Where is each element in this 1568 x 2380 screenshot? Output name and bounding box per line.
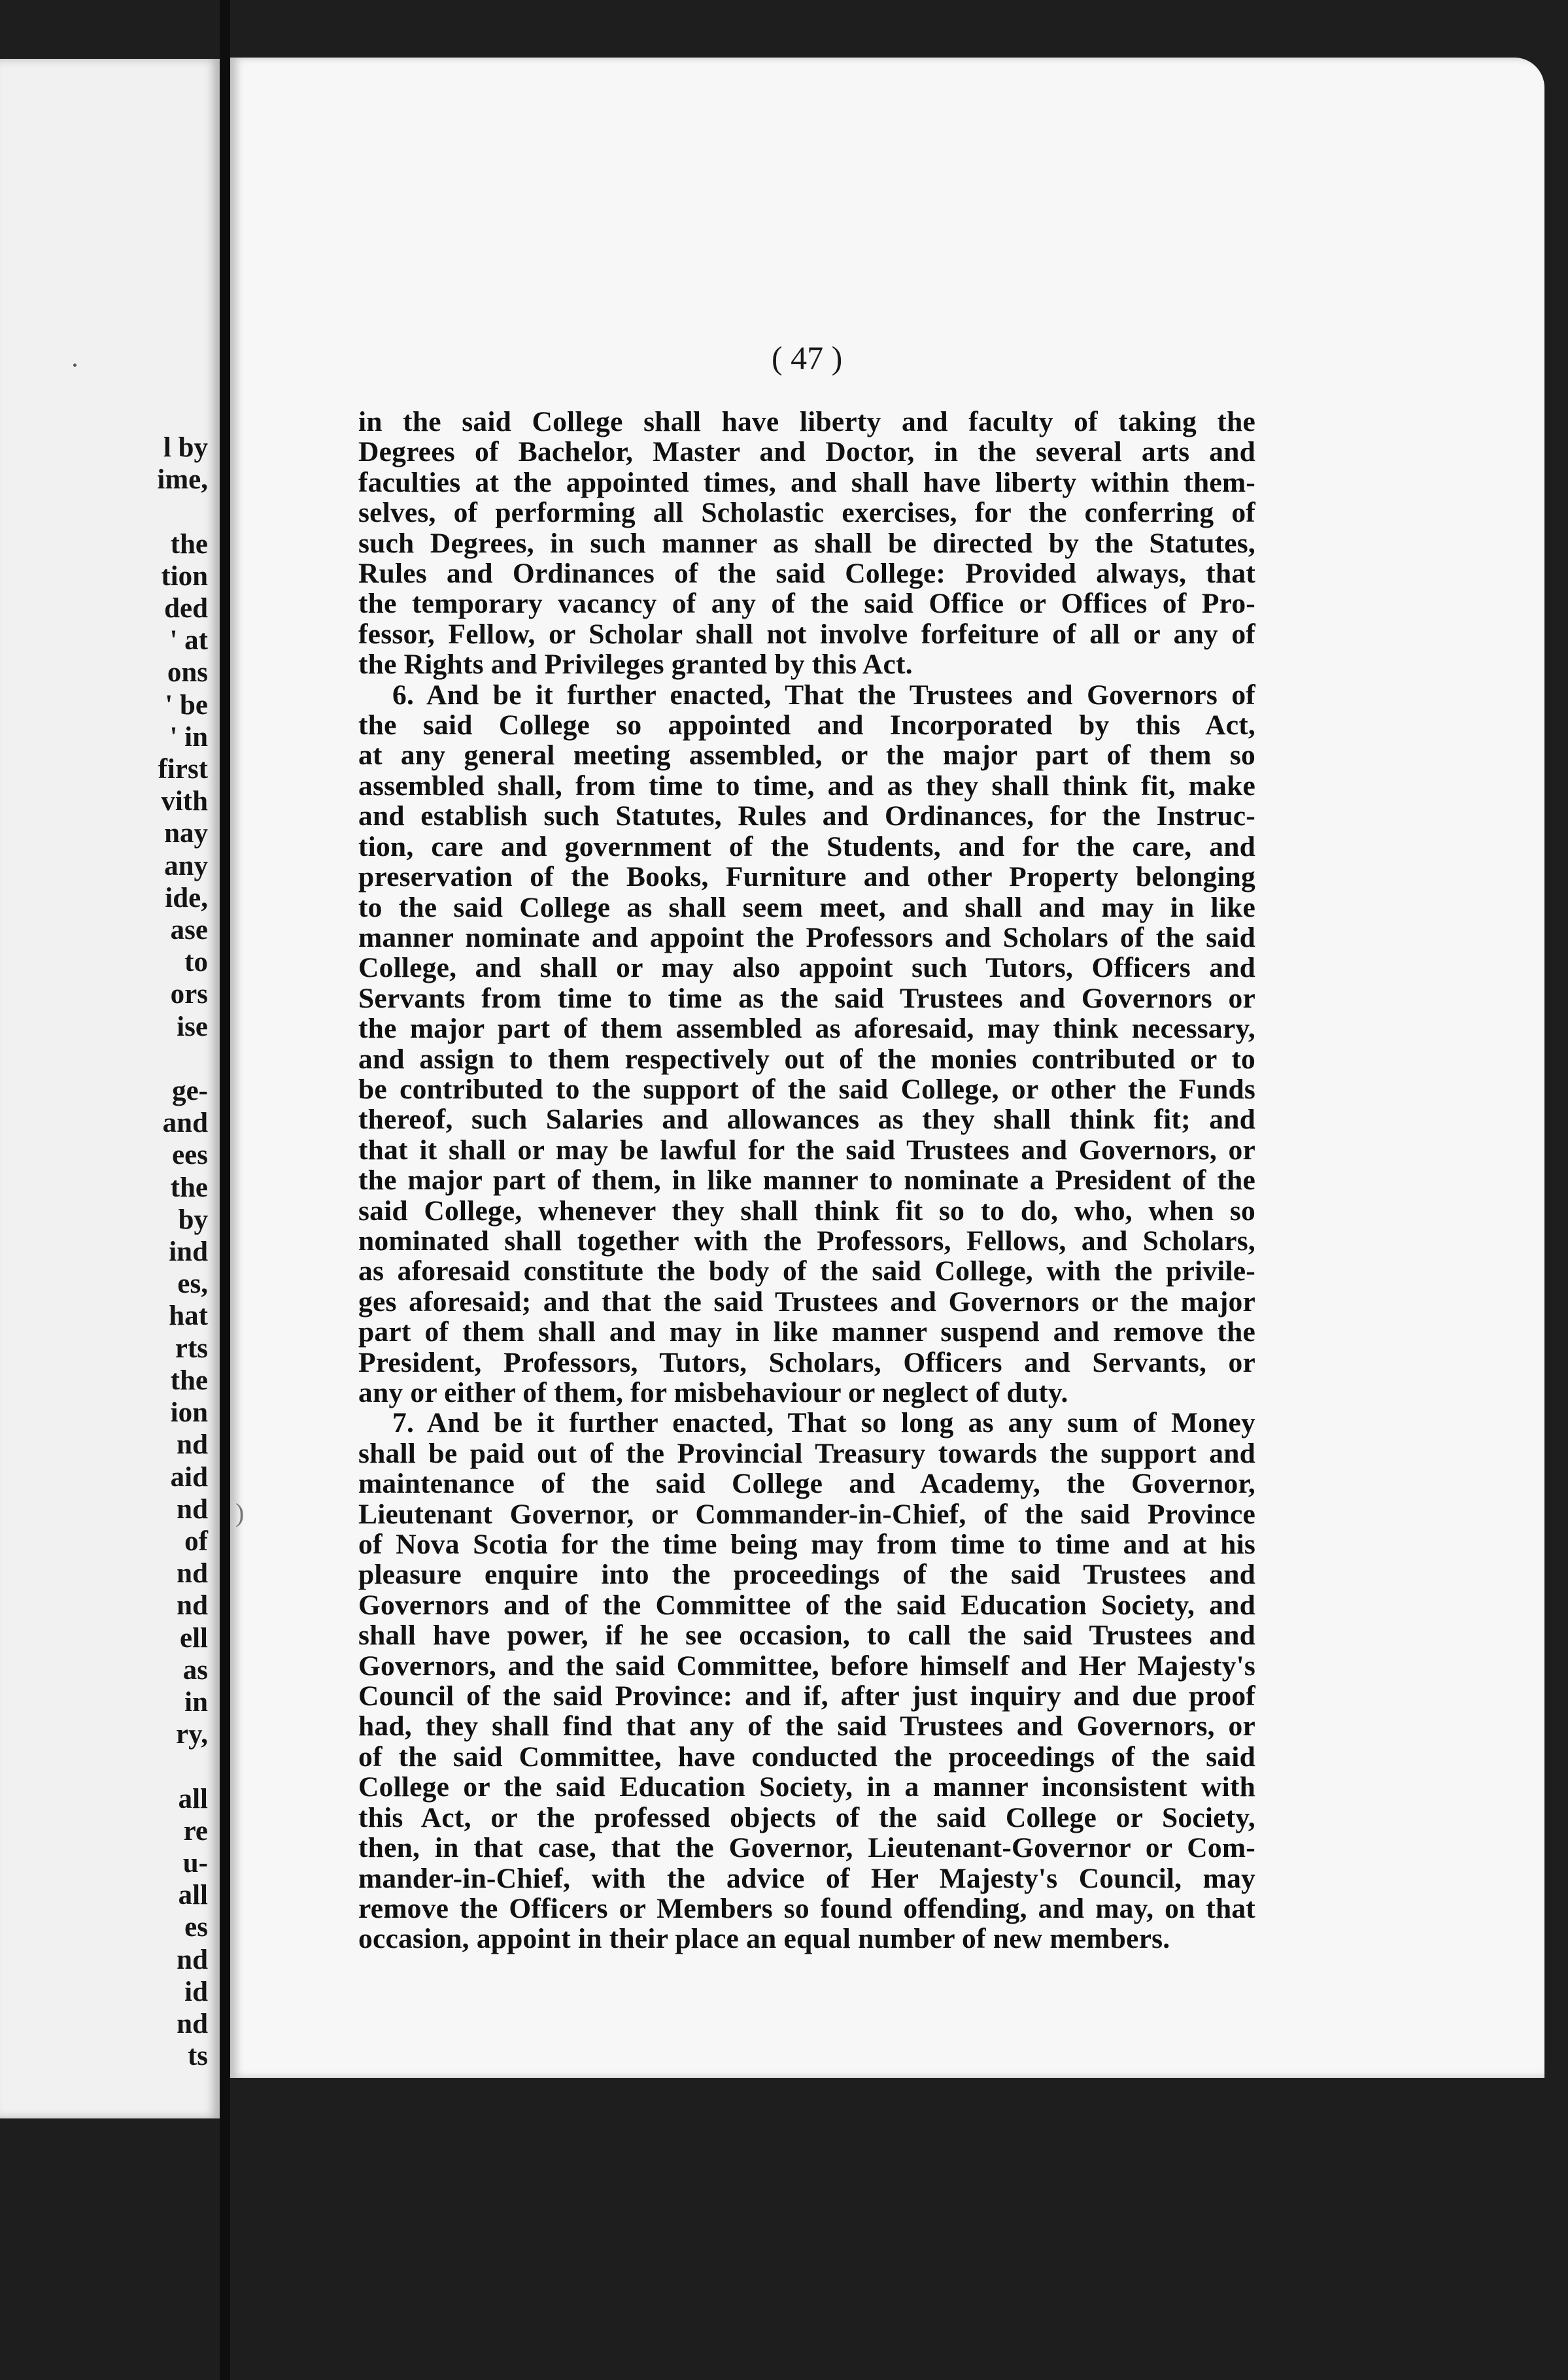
left-page-line: es (184, 1912, 208, 1943)
left-page-line: the (170, 1172, 208, 1203)
left-page-line: aid (170, 1461, 208, 1493)
text-line: Degrees of Bachelor, Master and Doctor, in the several arts and (358, 436, 1255, 468)
text-line: Rules and Ordinances of the said College: Provided always, that (358, 558, 1255, 590)
text-line: the said College so appointed and Incorporated by this Act, (358, 709, 1255, 741)
left-page-line: ors (170, 979, 208, 1010)
text-line: College or the said Education Society, in a manner inconsistent with (358, 1771, 1255, 1803)
text-line: College, and shall or may also appoint such Tutors, Officers and (358, 952, 1255, 984)
left-page-line: the (170, 1365, 208, 1396)
text-line: at any general meeting assembled, or the major part of them so (358, 740, 1255, 772)
left-page-line: u- (182, 1847, 208, 1878)
text-line: occasion, appoint in their place an equal number of new members. (358, 1923, 1170, 1955)
left-page-line: first (158, 754, 208, 785)
left-page-line: nd (177, 1558, 208, 1590)
left-page-line: ise (177, 1011, 208, 1042)
text-line: Governors, and the said Committee, before himself and Her Majesty's (358, 1650, 1255, 1682)
left-page-line: id (184, 1976, 208, 2007)
left-page-line: nd (177, 1944, 208, 1975)
text-line: shall have power, if he see occasion, to call the said Trustees and (358, 1620, 1255, 1652)
text-line: and assign to them respectively out of the monies contributed or to (358, 1043, 1255, 1075)
text-line: fessor, Fellow, or Scholar shall not involve forfeiture of all or any of (358, 618, 1255, 650)
left-page-line: ' be (165, 689, 208, 721)
text-line: the temporary vacancy of any of the said Office or Offices of Pro- (358, 588, 1255, 620)
left-page-line (64, 496, 208, 528)
text-line: of the said Committee, have conducted the proceedings of the said (358, 1741, 1255, 1773)
text-line: maintenance of the said College and Academy, the Governor, (358, 1468, 1255, 1500)
left-page-line: ry, (176, 1719, 208, 1750)
left-page-line: ime, (157, 464, 208, 496)
text-line: 7. And be it further enacted, That so long as any sum of Money (392, 1407, 1255, 1439)
left-page-line: nd (177, 1493, 208, 1525)
left-page-line: of (184, 1525, 208, 1557)
text-line: Lieutenant Governor, or Commander-in-Chief, of the said Province (358, 1498, 1255, 1530)
text-line: in the said College shall have liberty and faculty of taking the (358, 406, 1255, 437)
left-page-line: nay (164, 818, 208, 849)
text-line: then, in that case, that the Governor, Lieutenant-Governor or Com- (358, 1832, 1255, 1864)
text-line: this Act, or the professed objects of the said College or Society, (358, 1801, 1255, 1833)
left-page-line: all (178, 1880, 208, 1911)
left-page-line: re (183, 1815, 208, 1846)
left-page-line: ' at (169, 625, 208, 656)
text-line: 6. And be it further enacted, That the Trustees and Governors of (392, 679, 1255, 711)
left-page (0, 59, 220, 2118)
left-page-line: ded (164, 593, 208, 624)
text-line: any or either of them, for misbehaviour or neglect of duty. (358, 1377, 1068, 1408)
book-gutter (220, 0, 230, 2380)
text-line: that it shall or may be lawful for the said Trustees and Governors, or (358, 1134, 1255, 1166)
left-page-line: ind (169, 1236, 208, 1268)
left-page-line: nd (177, 1590, 208, 1622)
left-page-line: nd (177, 2008, 208, 2039)
left-page-line: by (178, 1204, 208, 1235)
left-page-line: as (182, 1654, 208, 1686)
left-page-line: tion (161, 560, 208, 592)
left-page-line (64, 1043, 208, 1075)
text-line: and establish such Statutes, Rules and Ordinances, for the Instruc- (358, 800, 1255, 832)
left-page-line: ide, (165, 882, 208, 913)
text-line: shall be paid out of the Provincial Treasury towards the support and (358, 1437, 1255, 1469)
left-page-line: to (184, 947, 208, 978)
text-line: said College, whenever they shall think fit so to do, who, when so (358, 1195, 1255, 1227)
text-line: selves, of performing all Scholastic exercises, for the conferring of (358, 497, 1255, 529)
text-line: Governors and of the Committee of the said Education Society, and (358, 1589, 1255, 1621)
left-page-line: the (170, 528, 208, 560)
left-page-line: ees (172, 1140, 208, 1171)
text-line: nominated shall together with the Professors, Fellows, and Scholars, (358, 1225, 1255, 1257)
left-page-line: ase (170, 915, 208, 946)
text-line: Servants from time to time as the said Trustees and Governors or (358, 982, 1255, 1014)
text-line: to the said College as shall seem meet, and shall and may in like (358, 891, 1255, 923)
text-line: thereof, such Salaries and allowances as they shall think fit; and (358, 1104, 1255, 1136)
text-line: tion, care and government of the Students, and for the care, and (358, 830, 1255, 862)
left-page-line: ion (170, 1397, 208, 1429)
text-line: mander-in-Chief, with the advice of Her Majesty's Council, may (358, 1862, 1255, 1894)
text-line: had, they shall find that any of the said Trustees and Governors, or (358, 1710, 1255, 1742)
text-line: remove the Officers or Members so found offending, and may, on that (358, 1892, 1255, 1924)
left-page-text (64, 432, 208, 2072)
left-page-line: ell (180, 1622, 208, 1654)
text-line: pleasure enquire into the proceedings of the said Trustees and (358, 1559, 1255, 1591)
text-line: part of them shall and may in like manner suspend and remove the (358, 1316, 1255, 1348)
left-page-line: ts (187, 2041, 208, 2072)
left-page-line: ons (167, 657, 208, 688)
margin-speck (73, 364, 77, 367)
text-line: such Degrees, in such manner as shall be directed by the Statutes, (358, 527, 1255, 559)
text-line: the major part of them assembled as aforesaid, may think necessary, (358, 1013, 1255, 1045)
left-page-line: hat (169, 1300, 208, 1332)
text-line: the Rights and Privileges granted by this Act. (358, 649, 913, 681)
margin-mark: ) (235, 1498, 245, 1527)
left-page-line: and (162, 1108, 208, 1139)
body-text (358, 407, 1255, 1954)
text-line: President, Professors, Tutors, Scholars, Officers and Servants, or (358, 1346, 1255, 1378)
left-page-line: in (184, 1686, 208, 1718)
left-page-line: vith (161, 786, 208, 817)
text-line: preservation of the Books, Furniture and other Property belonging (358, 861, 1255, 893)
left-page-line: any (164, 850, 208, 881)
text-line: Council of the said Province: and if, after just inquiry and due proof (358, 1680, 1255, 1712)
left-page-line: l by (163, 432, 208, 463)
page-number: ( 47 ) (772, 339, 843, 376)
text-line: the major part of them, in like manner to nominate a President of the (358, 1164, 1255, 1197)
text-line: assembled shall, from time to time, and as they shall think fit, make (358, 770, 1255, 802)
text-line: as aforesaid constitute the body of the said College, with the privile- (358, 1255, 1255, 1287)
text-line: manner nominate and appoint the Professors and Scholars of the said (358, 921, 1255, 953)
left-page-line: ge- (172, 1076, 208, 1107)
left-page-line: es, (177, 1268, 208, 1300)
text-line: be contributed to the support of the said College, or other the Funds (358, 1073, 1255, 1105)
left-page-line (64, 1750, 208, 1782)
left-page-line: nd (177, 1429, 208, 1461)
left-page-line: all (178, 1783, 208, 1814)
left-page-line: ' in (169, 721, 208, 753)
text-line: ges aforesaid; and that the said Trustees and Governors or the major (358, 1285, 1255, 1318)
text-line: of Nova Scotia for the time being may from time to time and at his (358, 1529, 1255, 1561)
left-page-line: rts (175, 1333, 208, 1364)
text-line: faculties at the appointed times, and shall have liberty within them- (358, 466, 1255, 498)
